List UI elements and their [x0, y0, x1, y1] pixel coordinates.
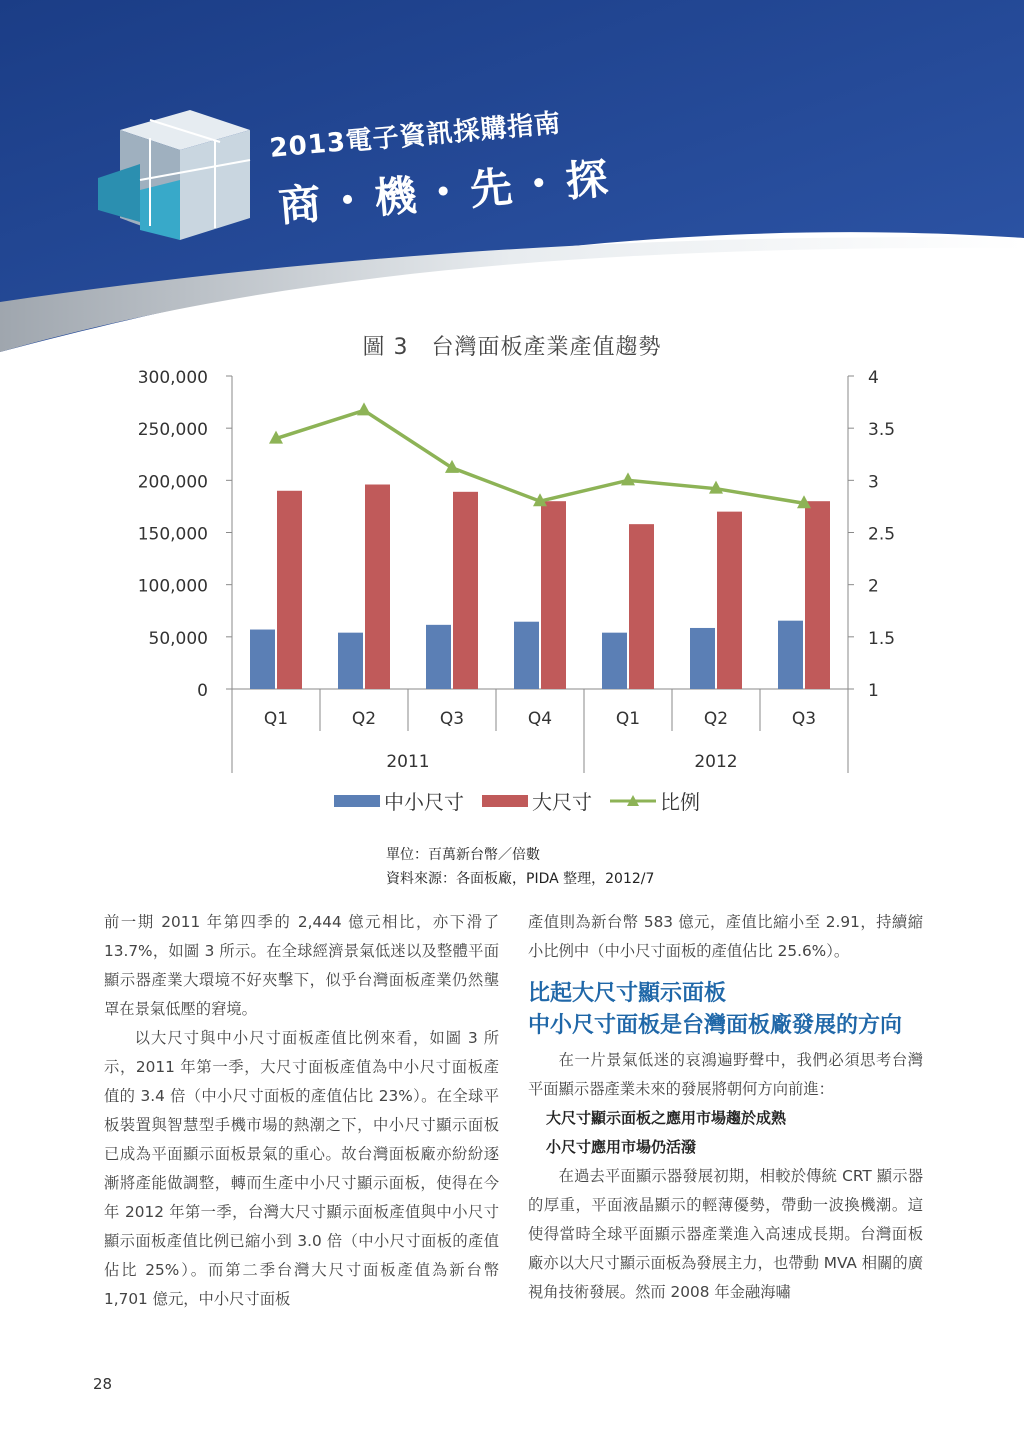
bar-large-size — [629, 524, 654, 689]
paragraph: 產值則為新台幣 583 億元，產值比縮小至 2.91，持續縮小比例中（中小尺寸面板的產值佔比 25.6%）。 — [528, 913, 923, 960]
bar-large-size — [277, 491, 302, 689]
ratio-marker — [621, 472, 635, 485]
legend-label-large: 大尺寸 — [532, 790, 592, 814]
banner-main-title: 商・機・先・探 — [276, 153, 616, 232]
section-heading-line-1: 比起大尺寸顯示面板 — [528, 981, 727, 1006]
legend-item-ratio — [610, 786, 700, 815]
y-left-tick-label: 250,000 — [137, 420, 208, 441]
bar-small-size — [338, 633, 363, 689]
x-tick-label: Q2 — [351, 709, 377, 729]
y-right-tick-label: 1 — [868, 681, 879, 701]
subheading: 大尺寸顯示面板之應用市場趨於成熟 — [546, 1109, 787, 1127]
bar-small-size — [426, 625, 451, 689]
legend-item-small — [334, 786, 464, 815]
y-right-tick-label: 2.5 — [868, 524, 896, 545]
x-tick-label: Q1 — [263, 709, 289, 729]
bar-small-size — [602, 633, 627, 689]
bar-small-size — [690, 628, 715, 689]
figure-title: 圖 3 台灣面板產業產值趨勢 — [362, 335, 662, 360]
bar-small-size — [250, 630, 275, 689]
chart-legend — [334, 786, 700, 815]
y-right-tick-label: 2 — [868, 576, 879, 597]
bar-large-size — [541, 501, 566, 689]
y-right-tick-label: 1.5 — [868, 628, 896, 649]
y-right-tick-label: 3.5 — [868, 420, 896, 441]
legend-item-large — [482, 786, 592, 815]
section-heading-line-2: 中小尺寸面板是台灣面板廠發展的方向 — [528, 1013, 903, 1038]
y-left-tick-label: 150,000 — [137, 524, 208, 545]
legend-label-ratio: 比例 — [660, 790, 700, 814]
bar-small-size — [514, 622, 539, 689]
bar-small-size — [778, 621, 803, 689]
paragraph: 在一片景氣低迷的哀鴻遍野聲中，我們必須思考台灣平面顯示器產業未來的發展將朝何方向前進： — [528, 1051, 923, 1098]
bar-large-size — [365, 485, 390, 689]
subheading: 小尺寸應用市場仍活潑 — [546, 1138, 697, 1156]
section-heading — [528, 978, 923, 1042]
legend-swatch-small — [334, 795, 380, 807]
x-tick-label: Q4 — [527, 709, 553, 729]
figure-unit: 單位：百萬新台幣／倍數 — [386, 847, 540, 863]
x-group-label: 2012 — [694, 752, 738, 772]
x-tick-label: Q3 — [439, 709, 465, 729]
legend-label-small: 中小尺寸 — [384, 790, 464, 814]
bar-large-size — [453, 492, 478, 689]
y-left-tick-label: 0 — [197, 681, 208, 701]
legend-swatch-ratio — [610, 793, 656, 809]
x-group-label: 2011 — [386, 752, 430, 772]
y-left-tick-label: 200,000 — [137, 472, 208, 493]
figure-source: 資料來源：各面板廠，PIDA 整理，2012/7 — [386, 871, 655, 887]
y-left-tick-label: 300,000 — [137, 368, 208, 388]
ratio-line — [276, 410, 804, 503]
y-left-tick-label: 50,000 — [148, 628, 208, 649]
y-right-tick-label: 4 — [868, 368, 879, 388]
banner-subtitle: 2013電子資訊採購指南 — [268, 108, 563, 164]
paragraph: 前一期 2011 年第四季的 2,444 億元相比，亦下滑了 13.7%，如圖 3 所示。在全球經濟景氣低迷以及整體平面顯示器產業大環境不好夾擊下，似乎台灣面板產業仍然壟罩在景氣低壓的窘境。 — [104, 913, 499, 1018]
figure-notes — [386, 843, 654, 891]
bar-large-size — [805, 501, 830, 689]
legend-swatch-large — [482, 795, 528, 807]
ratio-marker — [357, 402, 371, 415]
paragraph: 以大尺寸與中小尺寸面板產值比例來看，如圖 3 所示，2011 年第一季，大尺寸面板產值為中小尺寸面板產值的 3.4 倍（中小尺寸面板的產值佔比 23%）。在全球平板裝置與智慧型手機市場的熱潮之下，中小尺寸顯示面板已成為平面顯示面板景氣的重心。故台灣面板廠亦紛紛逐漸將產能做調整，轉而生產中小尺寸顯示面板，使得在今年 2012 年第一季，台灣大尺寸顯示面板產值與中小尺寸顯示面板產值比例已縮小到 3.0 倍（中小尺寸面板的產值佔比 25%）。而第二季台灣大尺寸面板產值為新台幣 1,701 億元，中小尺寸面板 — [104, 1029, 499, 1308]
x-tick-label: Q1 — [615, 709, 641, 729]
body-column-left — [104, 908, 499, 1314]
y-right-tick-label: 3 — [868, 472, 879, 493]
body-column-right — [528, 908, 923, 1307]
page-number: 28 — [93, 1375, 113, 1393]
bar-large-size — [717, 512, 742, 689]
x-tick-label: Q3 — [791, 709, 817, 729]
paragraph: 在過去平面顯示器發展初期，相較於傳統 CRT 顯示器的厚重，平面液晶顯示的輕薄優勢，帶動一波換機潮。這使得當時全球平面顯示器產業進入高速成長期。台灣面板廠亦以大尺寸顯示面板為發展主力，也帶動 MVA 相關的廣視角技術發展。然而 2008 年金融海嘯 — [528, 1167, 923, 1301]
y-left-tick-label: 100,000 — [137, 576, 208, 597]
x-tick-label: Q2 — [703, 709, 729, 729]
